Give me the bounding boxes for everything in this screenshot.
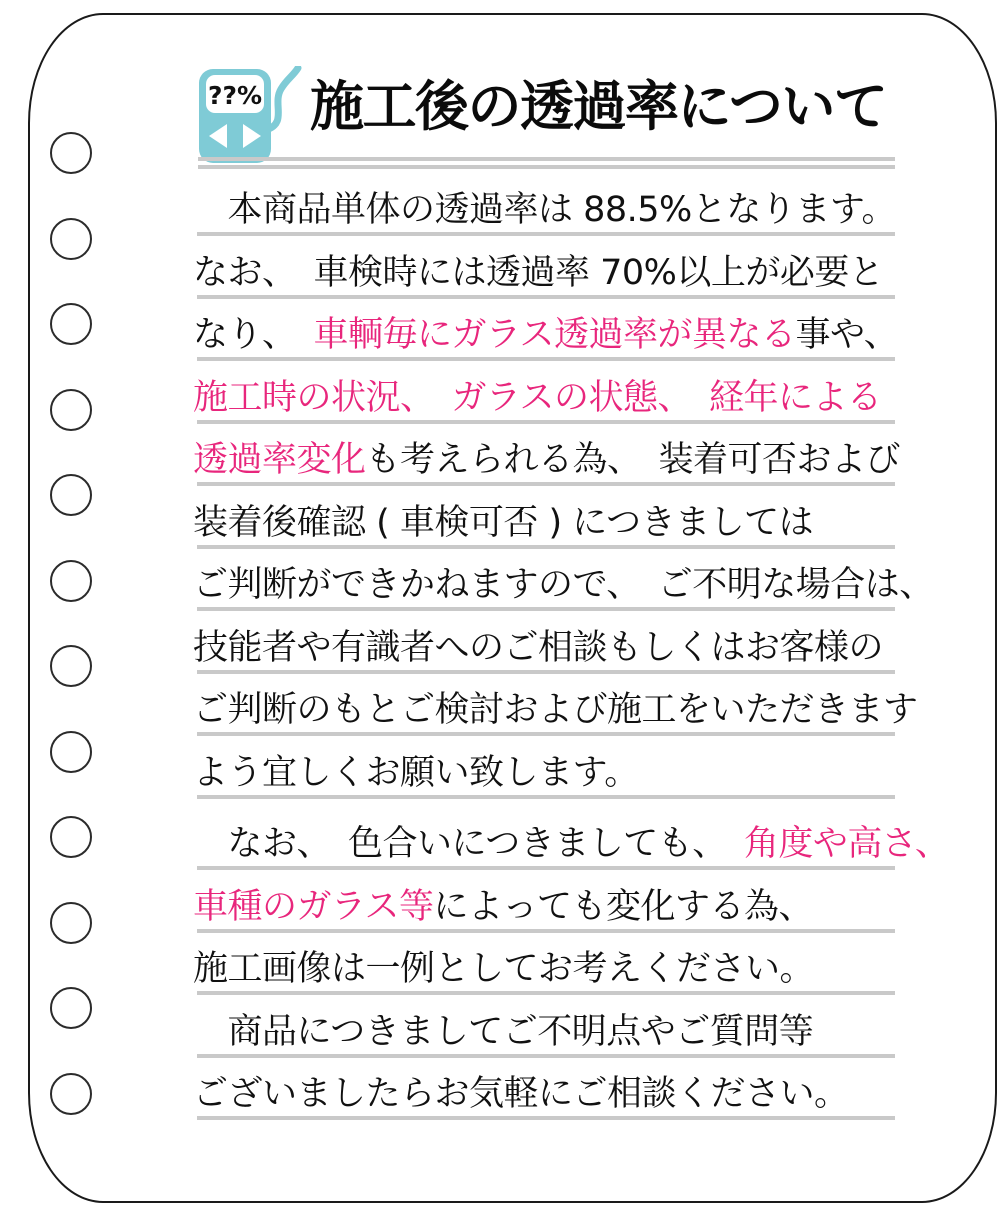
text-line xyxy=(193,376,903,439)
binding-hole xyxy=(50,1073,92,1115)
binding-hole xyxy=(50,902,92,944)
text-line-content xyxy=(193,563,934,607)
binding-hole xyxy=(50,474,92,516)
text-line-content xyxy=(193,822,950,866)
text-segment: も考えられる為、 装着可否および xyxy=(365,440,901,480)
page-title: 施工後の透過率について xyxy=(310,75,887,138)
text-line-content xyxy=(193,376,903,420)
text-segment: なお、 色合いにつきましても、 xyxy=(193,824,744,864)
text-segment: 施工画像は一例としてお考えください。 xyxy=(193,949,815,989)
binding-hole xyxy=(50,389,92,431)
meter-screen-value: ??% xyxy=(207,81,263,110)
text-line xyxy=(193,885,903,948)
text-line-content xyxy=(193,688,918,732)
line-underline xyxy=(197,929,895,933)
binding-hole xyxy=(50,987,92,1029)
line-underline xyxy=(197,866,895,870)
title-row xyxy=(196,66,906,166)
line-underline xyxy=(197,1054,895,1058)
text-line xyxy=(193,501,903,564)
line-underline xyxy=(197,357,895,361)
text-segment: ございましたらお気軽にご相談ください。 xyxy=(193,1074,849,1114)
text-segment: 技能者や有識者へのご相談もしくはお客様の xyxy=(193,627,884,668)
text-line xyxy=(193,626,903,689)
text-segment: 商品につきましてご不明点やご質問等 xyxy=(193,1011,814,1052)
text-line xyxy=(193,1010,903,1073)
text-line xyxy=(193,563,934,626)
text-segment: なお、 車検時には透過率 70%以上が必要と xyxy=(193,252,884,293)
text-line xyxy=(193,313,903,376)
text-segment: ご判断のもとご検討および施工をいただきます xyxy=(193,690,918,730)
line-underline xyxy=(197,482,895,486)
title-underline xyxy=(198,157,895,161)
text-line-content xyxy=(193,251,903,295)
text-line-content xyxy=(193,626,903,670)
text-line xyxy=(193,188,903,251)
text-line-content xyxy=(193,1010,903,1054)
transmittance-meter-icon xyxy=(196,66,302,166)
line-underline xyxy=(197,670,895,674)
text-segment: 透過率変化 xyxy=(193,440,366,480)
text-line xyxy=(193,822,950,885)
text-segment: よう宜しくお願い致します。 xyxy=(193,752,639,793)
text-line xyxy=(193,947,903,1010)
body-text xyxy=(193,188,950,1135)
text-segment: 角度や高さ、 xyxy=(743,824,950,864)
title-underline xyxy=(198,165,895,169)
text-line-content xyxy=(193,188,903,232)
binding-hole xyxy=(50,303,92,345)
text-segment: によっても変化する為、 xyxy=(433,886,813,927)
text-segment: なり、 xyxy=(193,315,314,355)
text-segment: 本商品単体の透過率は 88.5%となります。 xyxy=(193,190,897,230)
line-underline xyxy=(197,732,895,736)
text-line xyxy=(193,438,903,501)
text-line xyxy=(193,251,903,314)
text-line-content xyxy=(193,1072,903,1116)
binding-hole xyxy=(50,816,92,858)
text-segment: 施工時の状況、 ガラスの状態、 経年による xyxy=(193,377,882,418)
text-line-content xyxy=(193,313,903,357)
text-line xyxy=(193,1072,903,1135)
line-underline xyxy=(197,545,895,549)
binding-hole xyxy=(50,132,92,174)
text-line-content xyxy=(193,751,903,795)
binding-hole xyxy=(50,645,92,687)
text-segment: 車輌毎にガラス透過率が異なる xyxy=(313,315,796,355)
binding-hole xyxy=(50,560,92,602)
line-underline xyxy=(197,607,895,611)
line-underline xyxy=(197,795,895,799)
line-underline xyxy=(197,991,895,995)
line-underline xyxy=(197,420,895,424)
text-line-content xyxy=(193,438,903,482)
text-line xyxy=(193,751,903,814)
text-segment: 装着後確認 ( 車検可否 ) につきましては xyxy=(193,502,814,543)
binding-hole xyxy=(50,218,92,260)
binding-hole xyxy=(50,731,92,773)
text-line xyxy=(193,688,918,751)
line-underline xyxy=(197,232,895,236)
text-line-content xyxy=(193,501,903,545)
line-underline xyxy=(197,295,895,299)
text-line-content xyxy=(193,885,903,929)
text-segment: 事や、 xyxy=(795,315,899,355)
text-segment: 車種のガラス等 xyxy=(193,886,434,927)
line-underline xyxy=(197,1116,895,1120)
text-line-content xyxy=(193,947,903,991)
text-segment: ご判断ができかねますので、 ご不明な場合は、 xyxy=(193,565,934,605)
